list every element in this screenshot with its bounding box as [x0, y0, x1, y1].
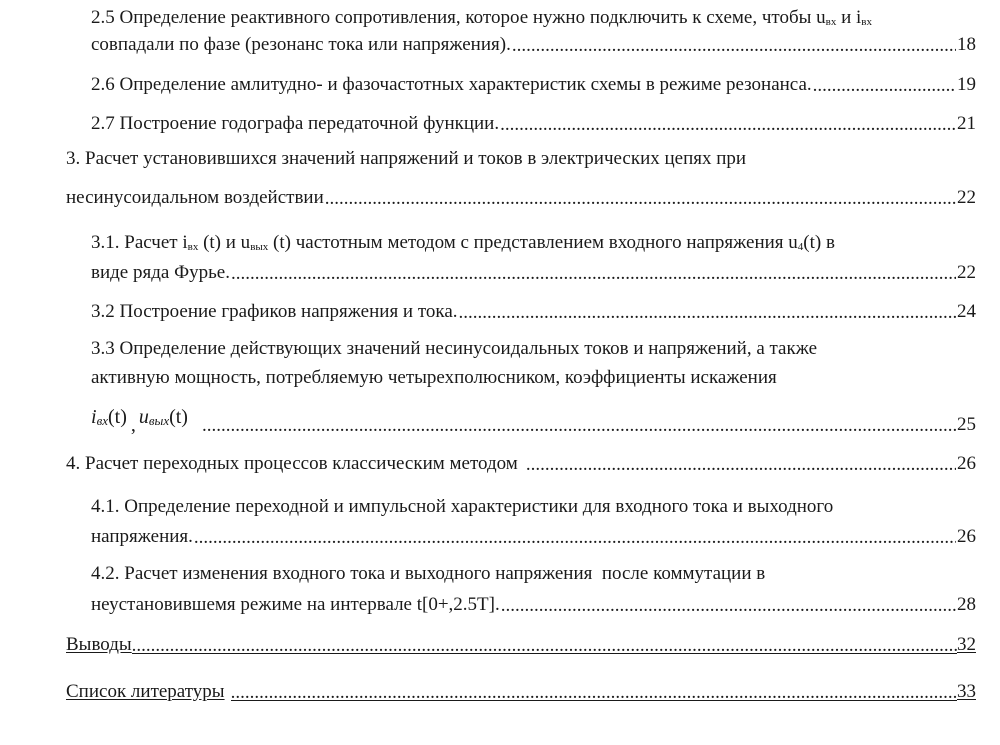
toc-page-number: 24 — [957, 301, 976, 322]
toc-entry-2-5-line1: 2.5 Определение реактивного сопротивления, которое нужно подключить к схеме, чтобы $u_{вх}$ и $i_{вх}$ — [91, 7, 872, 28]
toc-entry-4[interactable] — [66, 449, 976, 475]
toc-entry-4-1-line1: 4.1. Определение переходной и импульсной характеристики для входного тока и выходного — [91, 496, 834, 517]
dot-leader — [813, 76, 956, 96]
toc-entry-2-6-title: 2.6 Определение амлитудно- и фазочастотных характеристик схемы в режиме резонанса. — [91, 74, 812, 95]
toc-entry-2-5[interactable] — [91, 30, 976, 56]
dot-leader — [325, 189, 956, 209]
dot-leader — [459, 303, 956, 323]
dot-leader — [526, 455, 956, 475]
dot-leader — [202, 416, 956, 436]
toc-page-number: 32 — [957, 634, 976, 655]
toc-entry-3-line1: 3. Расчет установившихся значений напряжений и токов в электрических цепях при — [66, 148, 747, 169]
toc-entry-4-2[interactable] — [91, 590, 976, 616]
toc-entry-conclusions[interactable] — [66, 630, 976, 656]
toc-entry-3-1-line1: 3.1. Расчет $i_{вх}$ (t) и $u_{вых}$ (t) частотным методом с представлением входного напряжения $u_4(t)$ в — [91, 232, 835, 253]
toc-entry-2-7-title: 2.7 Построение годографа передаточной функции. — [91, 113, 500, 134]
dot-leader — [132, 636, 957, 656]
dot-leader — [512, 36, 956, 56]
toc-entry-2-5-title: совпадали по фазе (резонанс тока или напряжения). — [91, 34, 511, 55]
toc-entry-3[interactable] — [66, 183, 976, 209]
toc-entry-3-1[interactable] — [91, 258, 976, 284]
toc-page-number: 22 — [957, 187, 976, 208]
toc-entry-2-6[interactable] — [91, 70, 976, 96]
toc-entry-3-3-line1: 3.3 Определение действующих значений несинусоидальных токов и напряжений, а также — [91, 338, 818, 359]
toc-page-number: 26 — [957, 453, 976, 474]
toc-page-number: 22 — [957, 262, 976, 283]
toc-entry-3-2[interactable] — [91, 297, 976, 323]
toc-entry-3-title: несинусоидальном воздействии — [66, 187, 324, 208]
toc-page-number: 28 — [957, 594, 976, 615]
toc-entry-4-2-line1: 4.2. Расчет изменения входного тока и выходного напряжения после коммутации в — [91, 563, 766, 584]
toc-page-number: 26 — [957, 526, 976, 547]
toc-page-number: 21 — [957, 113, 976, 134]
dot-leader — [231, 264, 956, 284]
dot-leader — [231, 683, 957, 703]
toc-entry-references[interactable] — [66, 677, 976, 703]
toc-page-number: 33 — [957, 681, 976, 702]
toc-entry-conclusions-title: Выводы — [66, 634, 132, 655]
toc-entry-3-3-line2: активную мощность, потребляемую четырехполюсником, коэффициенты искажения — [91, 367, 777, 388]
toc-entry-4-2-title: неустановившемя режиме на интервале t[0+,2.5T]. — [91, 594, 500, 615]
toc-page-number: 18 — [957, 34, 976, 55]
dot-leader — [500, 115, 956, 135]
toc-entry-references-title: Список литературы — [66, 681, 225, 702]
toc-entry-4-1-title: напряжения. — [91, 526, 193, 547]
toc-entry-3-2-title: 3.2 Построение графиков напряжения и тока. — [91, 301, 458, 322]
toc-entry-2-7[interactable] — [91, 109, 976, 135]
toc-page-number: 19 — [957, 74, 976, 95]
toc-entry-3-3[interactable] — [91, 408, 976, 436]
toc-page-number: 25 — [957, 414, 976, 435]
toc-entry-3-1-title: виде ряда Фурье. — [91, 262, 230, 283]
dot-leader — [501, 596, 956, 616]
toc-entry-4-1[interactable] — [91, 522, 976, 548]
distortion-formula: $i_{вх}(t)$ , $u_{вых}(t)$ — [91, 406, 188, 436]
dot-leader — [194, 528, 956, 548]
toc-entry-4-title: 4. Расчет переходных процессов классическим методом — [66, 453, 518, 474]
